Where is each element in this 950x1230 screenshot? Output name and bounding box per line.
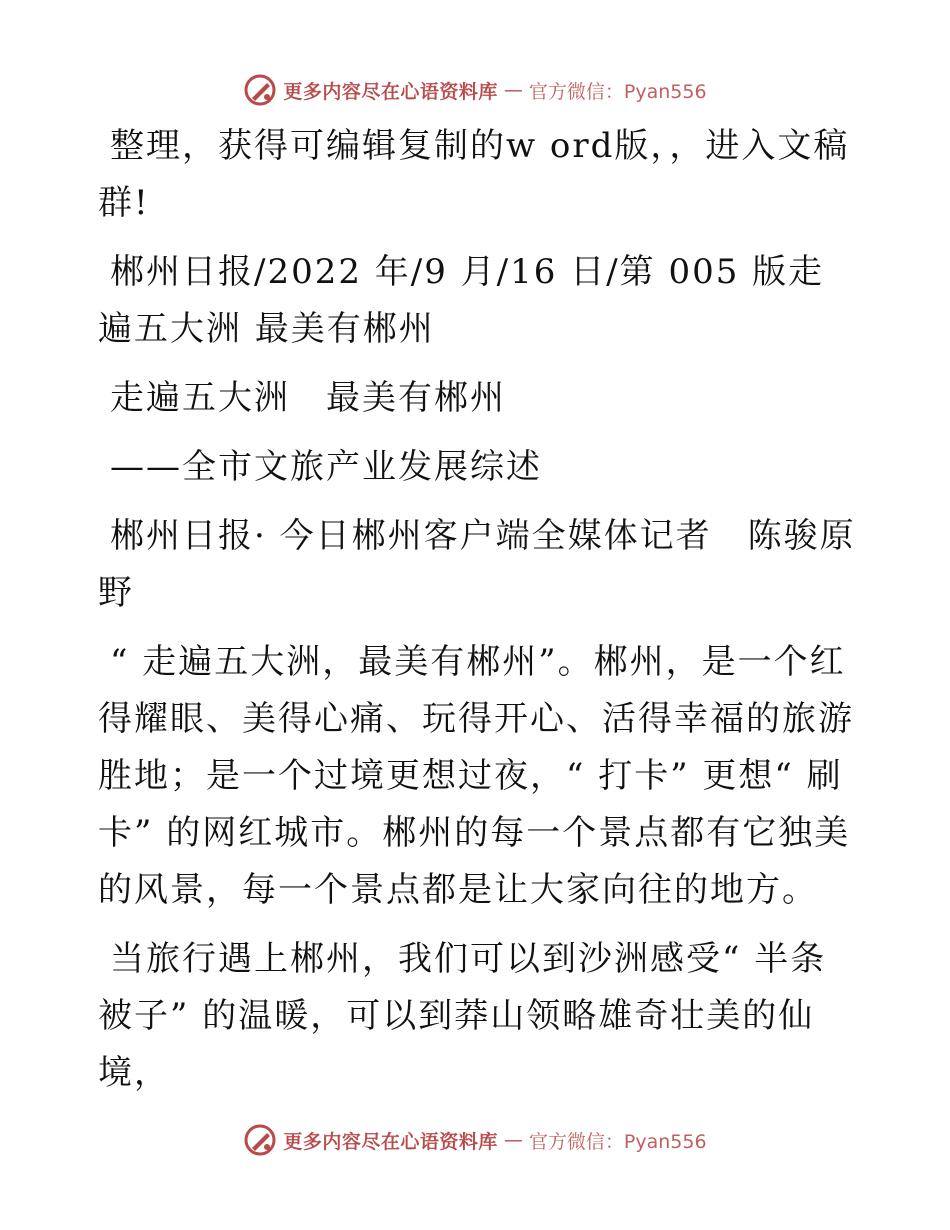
banner-separator: — (503, 1129, 523, 1151)
paragraph-4: ——全市文旅产业发展综述 (110, 447, 542, 487)
banner-wechat: 官方微信：Pyan556 (528, 1130, 707, 1153)
paragraph-6: “ 走遍五大洲，最美有郴州”。郴州，是一个红得耀眼、美得心痛、玩得开心、活得幸福的旅游胜地；是一个过境更想过夜，“ 打卡” 更想“ 刷卡” 的网红城市。郴州的每一个景点都有它独美的风景，每一个景点都是让大家向往的地方。 (98, 642, 854, 910)
banner-wechat: 官方微信：Pyan556 (528, 80, 707, 103)
paragraph-1: 整理，获得可编辑复制的w ord版，，进入文稿群! (98, 126, 850, 223)
banner-separator: — (503, 79, 523, 101)
pen-seal-icon (243, 73, 277, 107)
banner-title: 更多内容尽在心语资料库 (283, 80, 498, 103)
paragraph-2: 郴州日报/2022 年/9 月/16 日/第 005 版走遍五大洲 最美有郴州 (98, 252, 825, 349)
pen-seal-icon (243, 1123, 277, 1157)
paragraph-5: 郴州日报· 今日郴州客户端全媒体记者 陈骏原野 (98, 516, 856, 613)
footer-banner (0, 1120, 950, 1160)
banner-title: 更多内容尽在心语资料库 (283, 1130, 498, 1153)
document-body (98, 118, 858, 1114)
paragraph-3: 走遍五大洲 最美有郴州 (110, 378, 506, 418)
paragraph-7: 当旅行遇上郴州，我们可以到沙洲感受“ 半条被子” 的温暖，可以到莽山领略雄奇壮美的仙境， (98, 939, 827, 1093)
header-banner (0, 70, 950, 110)
